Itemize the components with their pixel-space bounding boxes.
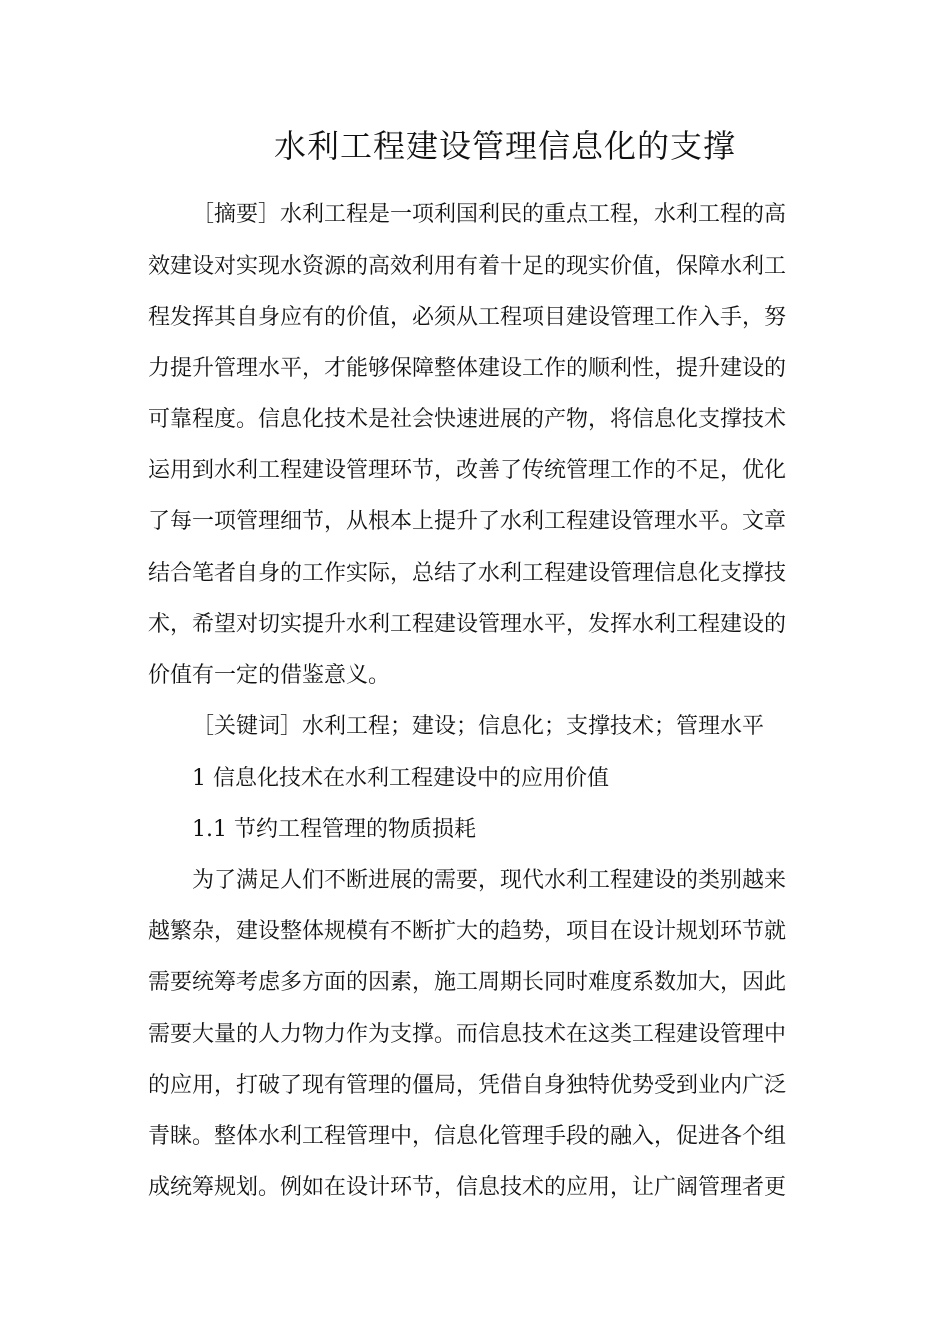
document-title: 水利工程建设管理信息化的支撑: [273, 127, 736, 165]
abstract-line: 程发挥其自身应有的价值，必须从工程项目建设管理工作入手，努: [148, 305, 787, 330]
abstract-line: 了每一项管理细节，从根本上提升了水利工程建设管理水平。文章: [148, 509, 787, 534]
keywords-line: ［关键词］水利工程；建设；信息化；支撑技术；管理水平: [192, 714, 765, 739]
section-heading: 1 信息化技术在水利工程建设中的应用价值: [192, 766, 609, 791]
body-line: 越繁杂，建设整体规模有不断扩大的趋势，项目在设计规划环节就: [148, 919, 787, 944]
abstract-line: 术，希望对切实提升水利工程建设管理水平，发挥水利工程建设的: [148, 612, 787, 637]
body-line: 成统筹规划。例如在设计环节，信息技术的应用，让广阔管理者更: [148, 1175, 787, 1200]
body-line: 需要统筹考虑多方面的因素，施工周期长同时难度系数加大，因此: [148, 970, 787, 995]
abstract-line: 运用到水利工程建设管理环节，改善了传统管理工作的不足，优化: [148, 458, 787, 483]
body-line: 为了满足人们不断进展的需要，现代水利工程建设的类别越来: [192, 868, 787, 893]
abstract-line: ［摘要］水利工程是一项利国利民的重点工程，水利工程的高: [192, 202, 787, 227]
abstract-line: 力提升管理水平，才能够保障整体建设工作的顺利性，提升建设的: [148, 356, 787, 381]
abstract-line: 效建设对实现水资源的高效利用有着十足的现实价值，保障水利工: [148, 254, 787, 279]
abstract-line: 结合笔者自身的工作实际，总结了水利工程建设管理信息化支撑技: [148, 561, 787, 586]
body-line: 需要大量的人力物力作为支撑。而信息技术在这类工程建设管理中: [148, 1022, 787, 1047]
body-line: 的应用，打破了现有管理的僵局，凭借自身独特优势受到业内广泛: [148, 1073, 787, 1098]
abstract-line: 可靠程度。信息化技术是社会快速进展的产物，将信息化支撑技术: [148, 407, 787, 432]
abstract-line: 价值有一定的借鉴意义。: [148, 663, 391, 688]
subsection-heading: 1.1 节约工程管理的物质损耗: [192, 817, 476, 842]
body-line: 青睐。整体水利工程管理中，信息化管理手段的融入，促进各个组: [148, 1124, 787, 1149]
